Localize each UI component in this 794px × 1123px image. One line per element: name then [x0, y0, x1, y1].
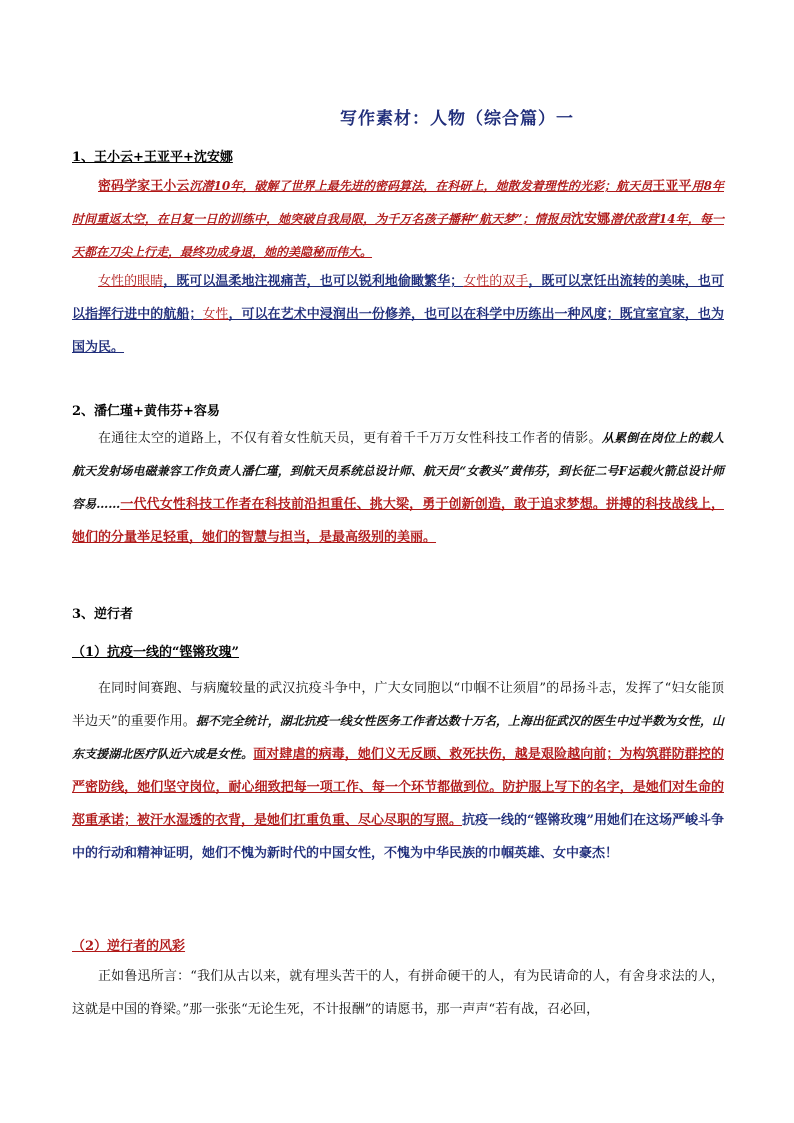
s2-p1-conclusion: 一代代女性科技工作者在科技前沿担重任、挑大梁，勇于创新创造，敢于追求梦想。拼搏的科技战线上，她们的分量举足轻重，她们的智慧与担当，是最高级别的美丽。: [72, 497, 724, 545]
s2-p1-intro: 在通往太空的道路上，不仅有着女性航天员，更有着千千万万女性科技工作者的倩影。: [98, 431, 602, 446]
s1-p1-name-wang-xiaoyun: 密码学家王小云: [98, 179, 190, 194]
section-3-subheading-1: （1）抗疫一线的“铿锵玫瑰”: [72, 645, 240, 660]
s1-p1-text-c: 潜伏敌营14年，每一天都在刀尖上行走，最终功成身退，她的美隐秘而伟大。: [72, 212, 724, 259]
section-2-heading: 2、潘仁瑾+黄伟芬+容易: [72, 404, 220, 419]
s1-p2-highlight-women: 女性: [202, 307, 229, 322]
section-2-paragraph: [72, 422, 724, 554]
s1-p1-text-b: 用8年时间重返太空，在日复一日的训练中，她突破自我局限，为千万名孩子播种“航天梦”；情报员: [72, 179, 724, 226]
section-3-subheading-2: （2）逆行者的风彩: [72, 939, 186, 954]
s3-p1-highlight: 面对肆虐的病毒，她们义无反顾、救死扶伤，越是艰险越向前；为构筑群防群控的严密防线，她们坚守岗位，耐心细致把每一项工作、每一个环节都做到位。防护服上写下的名字，是她们对生命的郑重承诺；被汗水湿透的衣背，是她们扛重负重、尽心尽职的写照。: [72, 747, 724, 828]
s1-p1-text-a: 沉潜10年，破解了世界上最先进的密码算法，在科研上，她散发着理性的光彩；航天员: [189, 179, 653, 193]
section-3-heading: 3、逆行者: [72, 607, 134, 622]
s1-p1-name-shen-anna: 沈安娜: [570, 212, 611, 227]
s3-p1-intro: 在同时间赛跑、与病魔较量的武汉抗疫斗争中，广大女同胞以“巾帼不让须眉”的昂扬斗志，发挥了“妇女能顶半边天”的重要作用。: [72, 681, 724, 729]
s1-p2-highlight-eyes: 女性的眼睛: [98, 274, 164, 289]
s1-p2-text-a: ，既可以温柔地注视痛苦，也可以锐利地偷瞰繁华；: [163, 274, 464, 289]
s1-p2-text-c: ，可以在艺术中浸润出一份修养，也可以在科学中历练出一种风度；既宜室宜家，也为国为民。: [72, 307, 724, 355]
s1-p2-highlight-hands: 女性的双手: [463, 274, 529, 289]
section-3-paragraph-2: 正如鲁迅所言：“我们从古以来，就有埋头苦干的人，有拼命硬干的人，有为民请命的人，有舍身求法的人，这就是中国的脊梁。”那一张张“无论生死，不计报酬”的请愿书，那一声声“若有战，召必回，: [72, 969, 724, 1017]
section-1-paragraph-1: [72, 170, 724, 269]
document-title: 写作素材：人物（综合篇）一: [340, 109, 574, 129]
section-3-paragraph-1: [72, 672, 724, 870]
s1-p1-name-wang-yaping: 王亚平: [652, 179, 692, 194]
section-1-heading: 1、王小云+王亚平+沈安娜: [72, 150, 233, 165]
s3-p1-statistics: 据不完全统计，湖北抗疫一线女性医务工作者达数十万名，上海出征武汉的医生中过半数为女性，山东支援湖北医疗队近六成是女性。: [72, 714, 724, 761]
s1-p2-text-b: ，既可以烹饪出流转的美味，也可以指挥行进中的航船；: [72, 274, 724, 322]
s2-p1-names: 从累倒在岗位上的载人航天发射场电磁兼容工作负责人潘仁瑾，到航天员系统总设计师、航天员“女教头”黄伟芬，到长征二号F运载火箭总设计师容易……: [72, 431, 724, 511]
s3-p1-conclusion: 抗疫一线的“铿锵玫瑰”用她们在这场严峻斗争中的行动和精神证明，她们不愧为新时代的中国女性，不愧为中华民族的巾帼英雄、女中豪杰！: [72, 813, 724, 861]
section-1-paragraph-2: [72, 265, 724, 364]
